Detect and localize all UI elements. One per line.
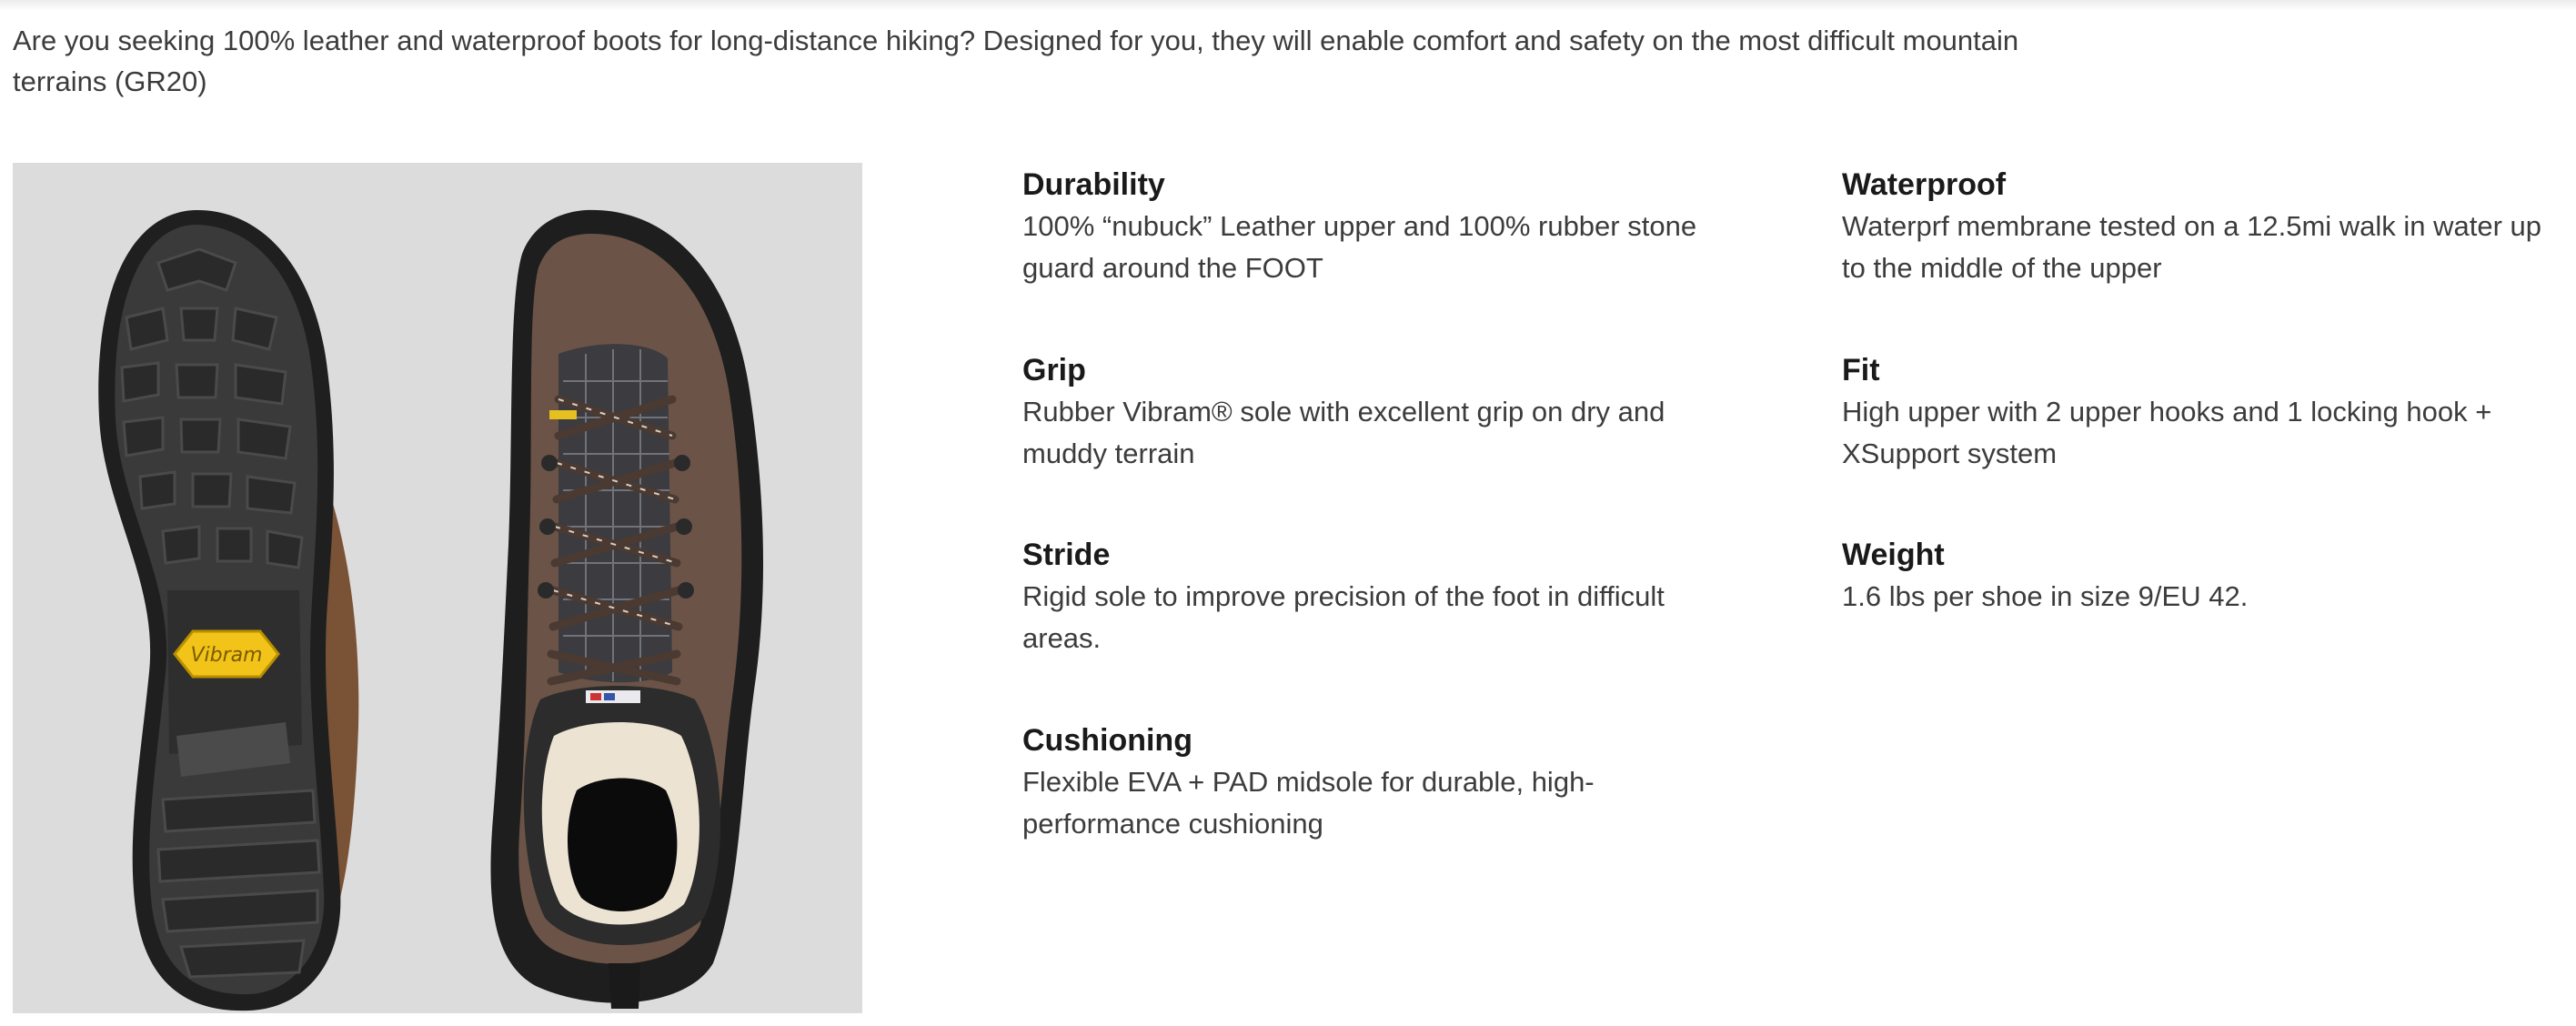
boot-sole-view [98,210,358,1011]
feature-list [1022,164,2569,855]
feature-waterproof [1842,164,2551,289]
feature-title: Waterproof [1842,167,2007,202]
feature-title: Weight [1842,538,1945,572]
feature-fit [1842,349,2551,475]
feature-description: Rigid sole to improve precision of the foot in difficult areas. [1022,580,1665,654]
feature-stride [1022,534,1714,659]
feature-title: Stride [1022,538,1111,572]
feature-description: 1.6 lbs per shoe in size 9/EU 42. [1842,580,2249,612]
feature-description: 100% “nubuck” Leather upper and 100% rubber stone guard around the FOOT [1022,210,1697,284]
boot-top-view [490,210,763,1009]
vibram-logo [175,631,278,677]
feature-grip [1022,349,1714,475]
feature-description: High upper with 2 upper hooks and 1 locking hook + XSupport system [1842,396,2492,469]
feature-description: Rubber Vibram® sole with excellent grip on dry and muddy terrain [1022,396,1665,469]
svg-text:Vibram: Vibram [190,644,263,667]
feature-weight [1842,534,2551,618]
feature-description: Flexible EVA + PAD midsole for durable, high-performance cushioning [1022,766,1595,840]
feature-cushioning [1022,719,1714,845]
top-divider [0,0,2576,11]
product-image [13,163,862,1013]
feature-description: Waterprf membrane tested on a 12.5mi walk in water up to the middle of the upper [1842,210,2542,284]
feature-title: Cushioning [1022,723,1192,758]
feature-durability [1022,164,1714,289]
feature-title: Grip [1022,353,1086,387]
feature-title: Fit [1842,353,1880,387]
feature-title: Durability [1022,167,1165,202]
product-intro-text: Are you seeking 100% leather and waterproof boots for long-distance hiking? Designed for you, they will enable comfort and safety on the most difficult mountain terrains (GR20) [13,25,2019,97]
